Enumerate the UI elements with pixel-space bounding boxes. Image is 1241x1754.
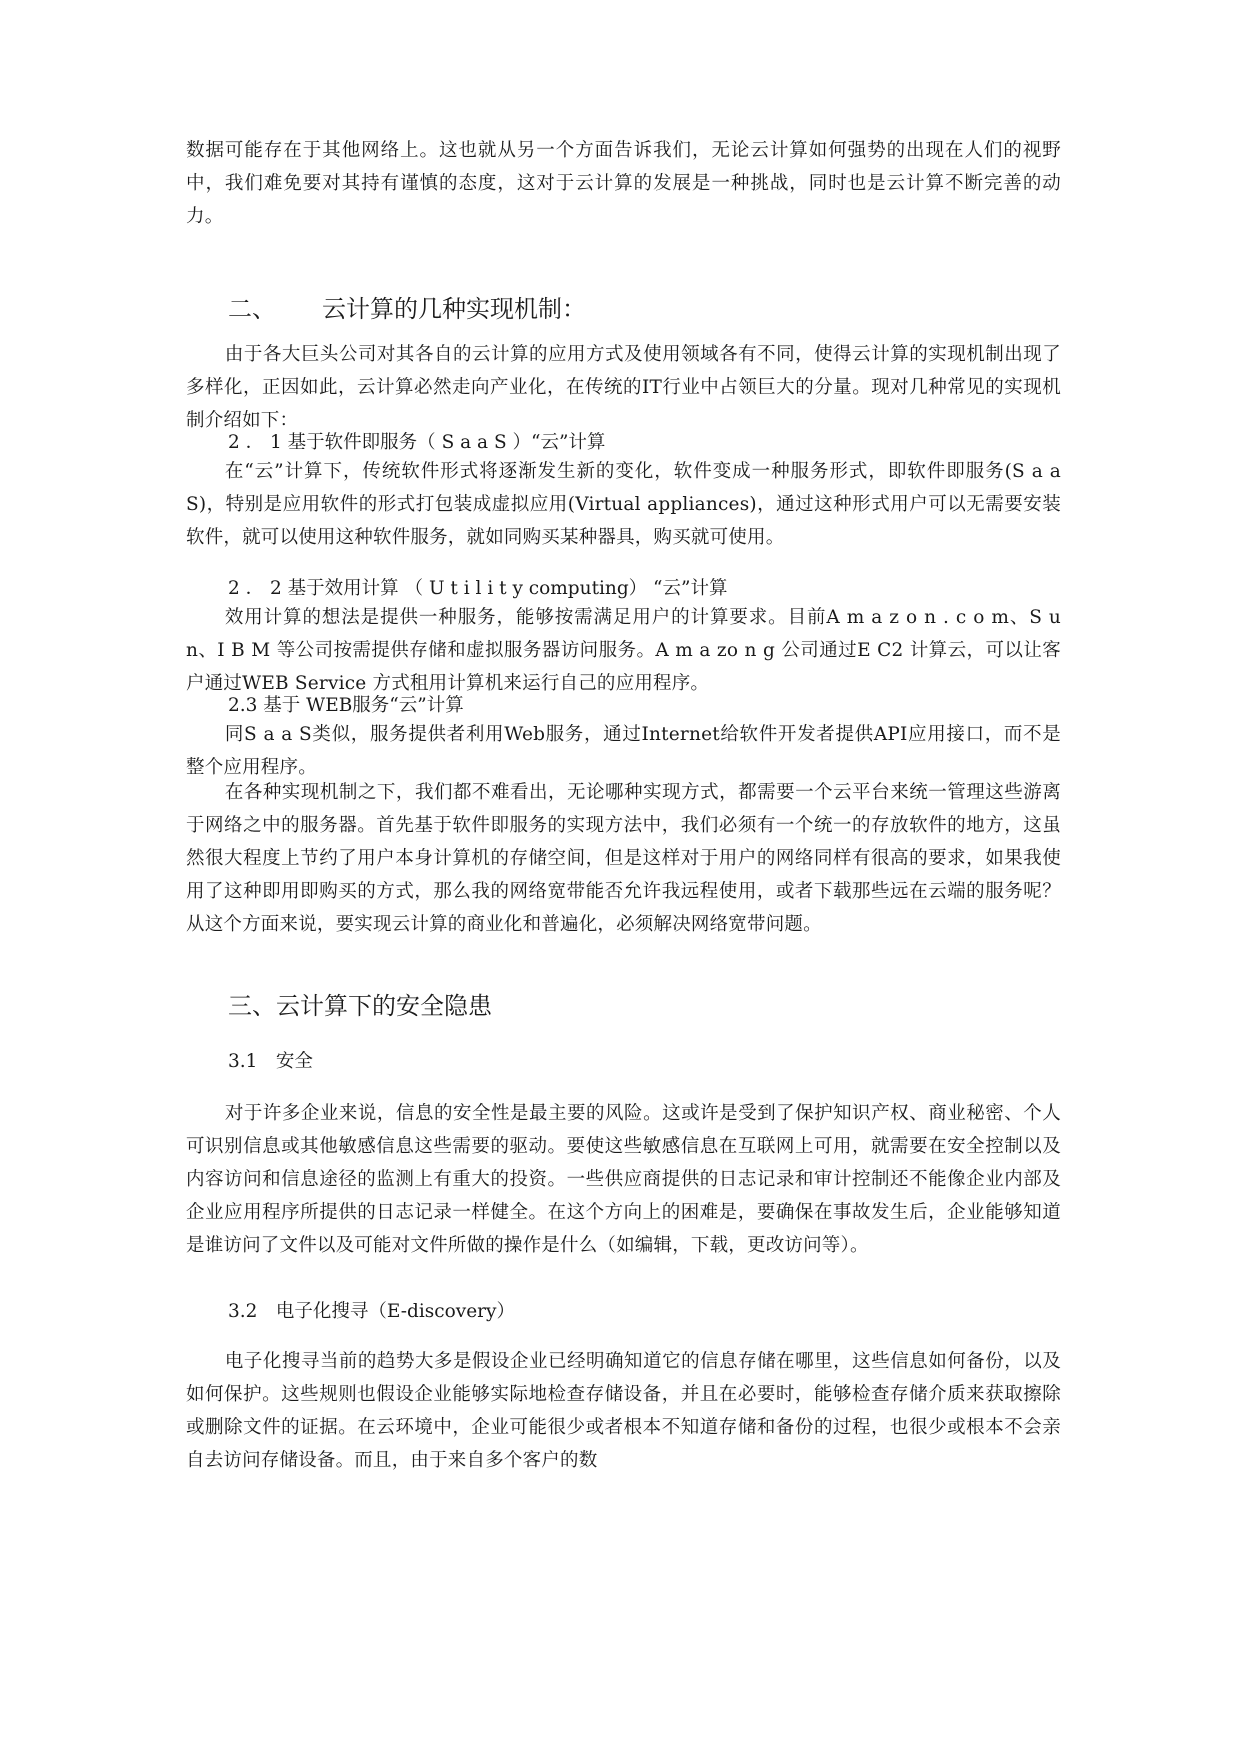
utility-computing-paragraph: 效用计算的想法是提供一种服务，能够按需满足用户的计算要求。目前A m a z o n . c o m、S u n、I B M 等公司按需提供存储和虚拟服务器访问服务。A m a zo n g 公司通过E C2 计算云，可以让客户通过WEB Service 方式租用计算机来运行自己的应用程序。	[186, 607, 1061, 694]
subsection-2-2-heading: 2 ． 2 基于效用计算 （ U t i l i t y computing） “云”计算	[228, 578, 728, 599]
ediscovery-paragraph: 电子化搜寻当前的趋势大多是假设企业已经明确知道它的信息存储在哪里，这些信息如何备份，以及如何保护。这些规则也假设企业能够实际地检查存储设备，并且在必要时，能够检查存储介质来获取擦除或删除文件的证据。在云环境中，企业可能很少或者根本不知道存储和备份的过程，也很少或根本不会亲自去访问存储设备。而且，由于来自多个客户的数	[186, 1351, 1061, 1471]
saas-paragraph: 在“云”计算下，传统软件形式将逐渐发生新的变化，软件变成一种服务形式，即软件即服务(S a a S)，特别是应用软件的形式打包装成虚拟应用(Virtual appliances)，通过这种形式用户可以无需要安装软件，就可以使用这种软件服务，就如同购买某种器具，购买就可使用。	[186, 461, 1061, 548]
section-2-number: 二、	[228, 295, 276, 323]
security-paragraph: 对于许多企业来说，信息的安全性是最主要的风险。这或许是受到了保护知识产权、商业秘密、个人可识别信息或其他敏感信息这些需要的驱动。要使这些敏感信息在互联网上可用，就需要在安全控制以及内容访问和信息途径的监测上有重大的投资。一些供应商提供的日志记录和审计控制还不能像企业内部及企业应用程序所提供的日志记录一样健全。在这个方向上的困难是，要确保在事故发生后，企业能够知道是谁访问了文件以及可能对文件所做的操作是什么（如编辑，下载，更改访问等）。	[186, 1103, 1061, 1256]
web-service-paragraph: 同S a a S类似，服务提供者利用Web服务，通过Internet给软件开发者提供API应用接口，而不是整个应用程序。	[186, 724, 1061, 778]
subsection-3-2-heading: 3.2 电子化搜寻（E-discovery）	[228, 1301, 515, 1322]
subsection-2-1-heading: 2 ． 1 基于软件即服务（ S a a S ）“云”计算	[228, 432, 606, 453]
subsection-3-1-heading: 3.1 安全	[228, 1051, 313, 1072]
subsection-2-3-heading: 2.3 基于 WEB服务“云”计算	[228, 695, 464, 716]
section-2-conclusion-paragraph: 在各种实现机制之下，我们都不难看出，无论哪种实现方式，都需要一个云平台来统一管理这些游离于网络之中的服务器。首先基于软件即服务的实现方法中，我们必须有一个统一的存放软件的地方，这虽然很大程度上节约了用户本身计算机的存储空间，但是这样对于用户的网络同样有很高的要求，如果我使用了这种即用即购买的方式，那么我的网络宽带能否允许我远程使用，或者下载那些远在云端的服务呢？从这个方面来说，要实现云计算的商业化和普遍化，必须解决网络宽带问题。	[186, 782, 1061, 935]
section-2-intro-paragraph: 由于各大巨头公司对其各自的云计算的应用方式及使用领域各有不同，使得云计算的实现机制出现了多样化，正因如此，云计算必然走向产业化，在传统的IT行业中占领巨大的分量。现对几种常见的实现机制介绍如下：	[186, 344, 1061, 431]
intro-continuation-paragraph: 数据可能存在于其他网络上。这也就从另一个方面告诉我们，无论云计算如何强势的出现在人们的视野中，我们难免要对其持有谨慎的态度，这对于云计算的发展是一种挑战，同时也是云计算不断完善的动力。	[186, 140, 1061, 227]
section-2-title: 云计算的几种实现机制：	[322, 295, 586, 323]
section-3-heading: 三、云计算下的安全隐患	[228, 992, 492, 1020]
section-2-heading	[228, 289, 586, 329]
